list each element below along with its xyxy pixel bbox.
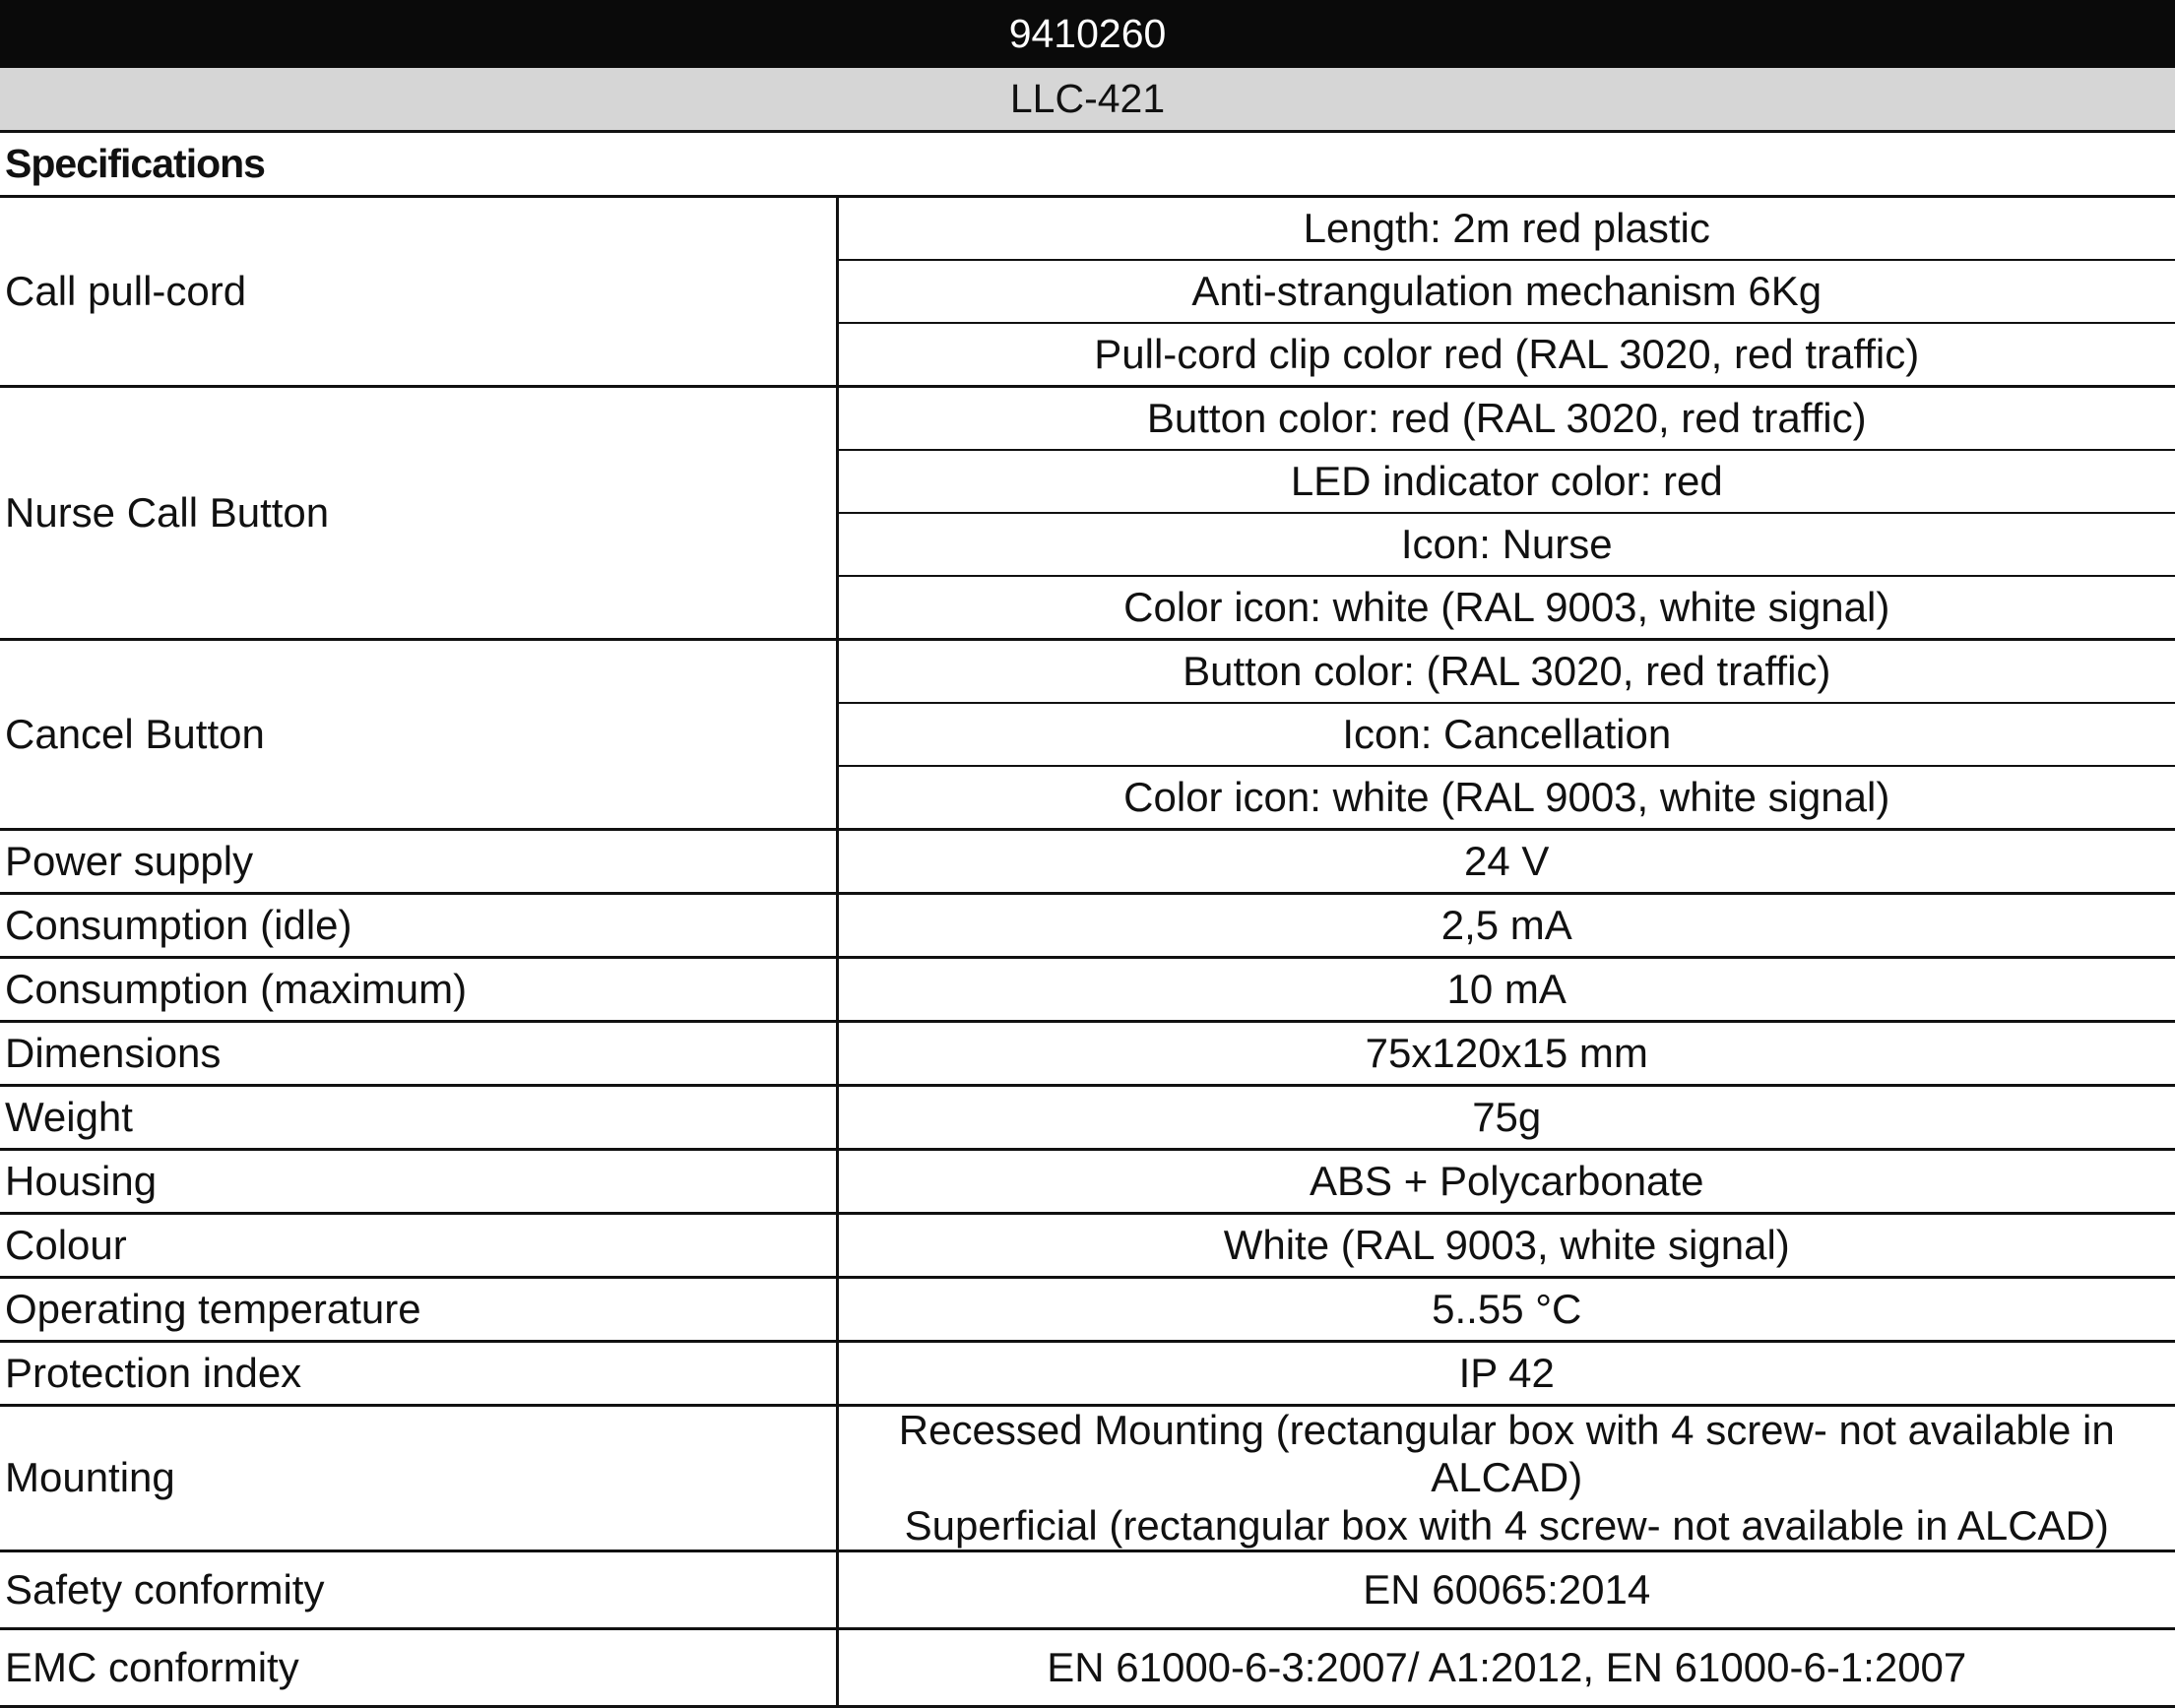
mounting-line-1: Recessed Mounting (rectangular box with 4 screw- not available in ALCAD)	[839, 1407, 2175, 1502]
spec-value: Icon: Cancellation	[837, 703, 2175, 766]
spec-label: Safety conformity	[0, 1550, 837, 1628]
spec-label: Dimensions	[0, 1022, 837, 1086]
spec-value: Icon: Nurse	[837, 513, 2175, 576]
table-row	[0, 830, 2175, 894]
spec-label: Protection index	[0, 1342, 837, 1406]
spec-value: 75g	[837, 1086, 2175, 1150]
table-row	[0, 894, 2175, 958]
spec-value: 75x120x15 mm	[837, 1022, 2175, 1086]
spec-label: Colour	[0, 1214, 837, 1278]
spec-value-multiline	[837, 1406, 2175, 1551]
spec-label: Operating temperature	[0, 1278, 837, 1342]
spec-label: Consumption (idle)	[0, 894, 837, 958]
table-row	[0, 1022, 2175, 1086]
spec-value: IP 42	[837, 1342, 2175, 1406]
spec-value: Pull-cord clip color red (RAL 3020, red traffic)	[837, 323, 2175, 387]
spec-value: Color icon: white (RAL 9003, white signal)	[837, 576, 2175, 640]
spec-value: ABS + Polycarbonate	[837, 1150, 2175, 1214]
table-row	[0, 1406, 2175, 1551]
table-row	[0, 387, 2175, 451]
spec-value: Length: 2m red plastic	[837, 198, 2175, 260]
spec-value: LED indicator color: red	[837, 450, 2175, 513]
spec-value: 2,5 mA	[837, 894, 2175, 958]
spec-value: Button color: red (RAL 3020, red traffic)	[837, 387, 2175, 451]
spec-label: EMC conformity	[0, 1628, 837, 1706]
table-row	[0, 1214, 2175, 1278]
spec-label: Cancel Button	[0, 640, 837, 830]
table-row	[0, 1628, 2175, 1706]
spec-label: Nurse Call Button	[0, 387, 837, 640]
model-header: LLC-421	[0, 68, 2175, 133]
table-row	[0, 198, 2175, 260]
spec-value: White (RAL 9003, white signal)	[837, 1214, 2175, 1278]
spec-value: 24 V	[837, 830, 2175, 894]
spec-label: Power supply	[0, 830, 837, 894]
table-row	[0, 1550, 2175, 1628]
spec-value: Button color: (RAL 3020, red traffic)	[837, 640, 2175, 704]
table-row	[0, 640, 2175, 704]
table-row	[0, 1150, 2175, 1214]
table-row	[0, 1342, 2175, 1406]
spec-value: EN 61000-6-3:2007/ A1:2012, EN 61000-6-1:2007	[837, 1628, 2175, 1706]
product-code-header: 9410260	[0, 0, 2175, 68]
spec-value: Color icon: white (RAL 9003, white signal)	[837, 766, 2175, 830]
table-row	[0, 1278, 2175, 1342]
table-row	[0, 958, 2175, 1022]
spec-label: Consumption (maximum)	[0, 958, 837, 1022]
section-title: Specifications	[0, 133, 2175, 198]
specifications-table	[0, 198, 2175, 1708]
mounting-line-2: Superficial (rectangular box with 4 screw- not available in ALCAD)	[839, 1502, 2175, 1550]
table-row	[0, 1086, 2175, 1150]
spec-label: Mounting	[0, 1406, 837, 1551]
spec-label: Housing	[0, 1150, 837, 1214]
spec-label: Call pull-cord	[0, 198, 837, 387]
spec-value: 5..55 °C	[837, 1278, 2175, 1342]
spec-value: Anti-strangulation mechanism 6Kg	[837, 260, 2175, 323]
spec-value: 10 mA	[837, 958, 2175, 1022]
spec-value: EN 60065:2014	[837, 1550, 2175, 1628]
spec-label: Weight	[0, 1086, 837, 1150]
